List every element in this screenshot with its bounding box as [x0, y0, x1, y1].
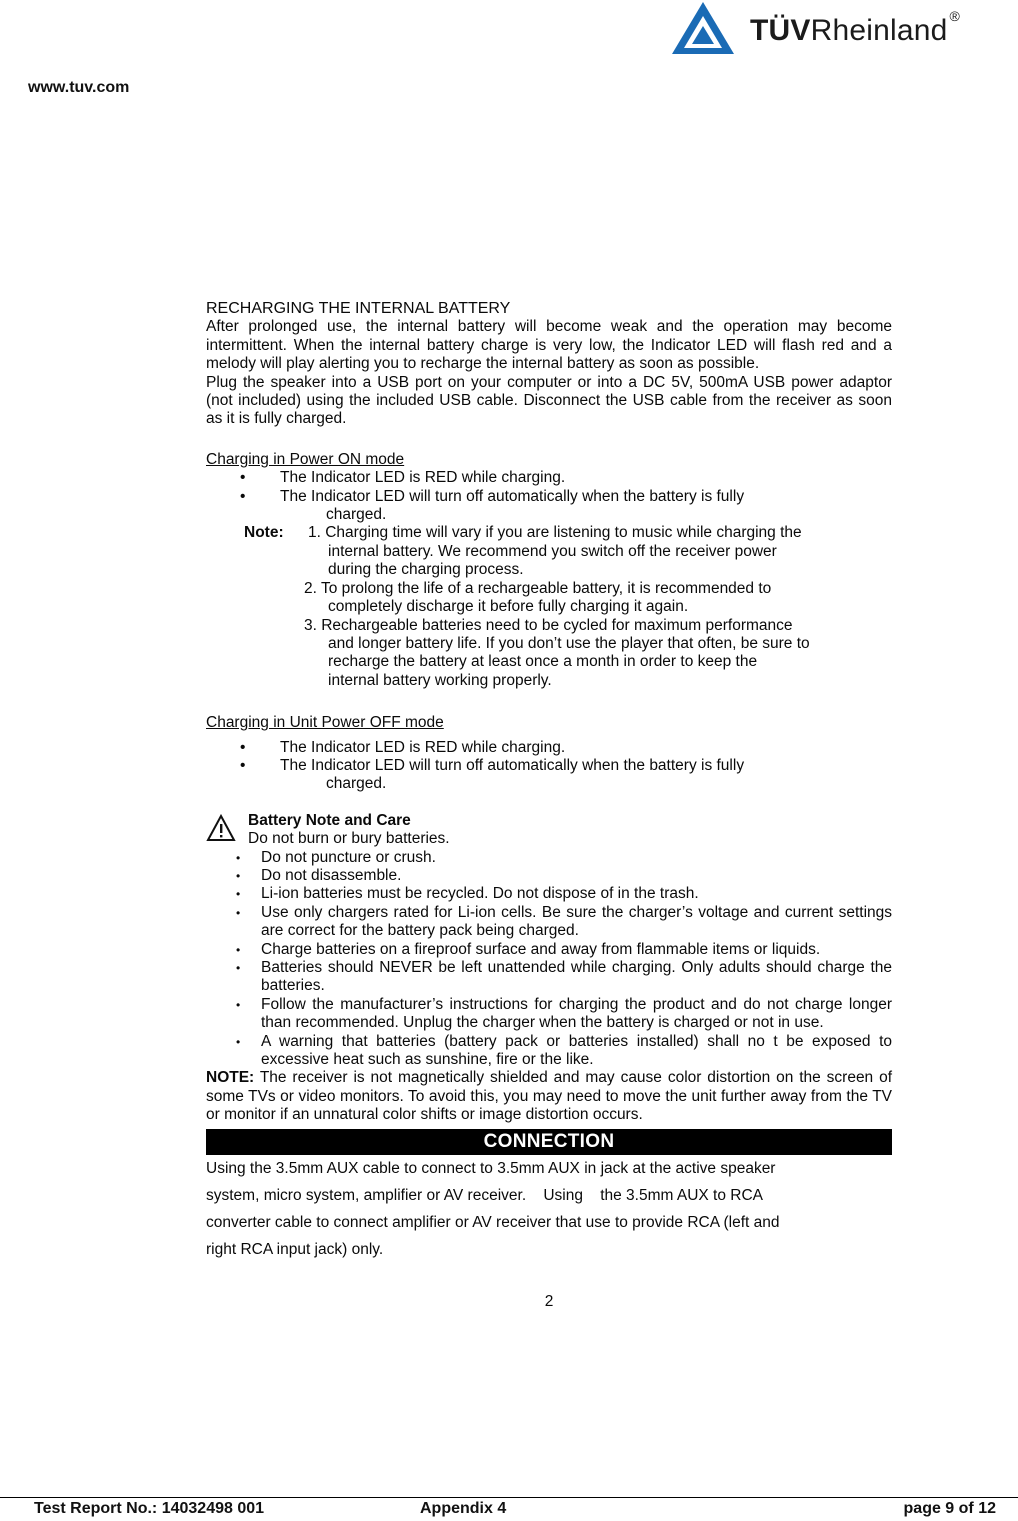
care-title: Battery Note and Care — [248, 811, 411, 829]
care-item: • Follow the manufacturer’s instructions for charging the product and do not charge longer than recommended. Unplug the charger when the battery is charged or not in use. — [236, 995, 892, 1032]
footer-divider — [0, 1497, 1018, 1498]
note-3-cont: recharge the battery at least once a month in order to keep the — [328, 653, 758, 671]
off-mode-bullet-cont: charged. — [326, 775, 387, 793]
on-mode-bullet: • The Indicator LED is RED while charging. — [240, 469, 566, 487]
connection-text — [206, 1155, 892, 1263]
note-paragraph: NOTE: The receiver is not magnetically shielded and may cause color distortion on the screen of some TVs or video monitors. To avoid this, you may need to move the unit further away from the TV or monitor if an unnatural color shifts or image distortion occurs. — [206, 1069, 892, 1124]
footer-appendix: Appendix 4 — [420, 1500, 507, 1517]
care-item: • Do not disassemble. — [236, 866, 402, 884]
note-2-cont: completely discharge it before fully charging it again. — [328, 598, 689, 616]
note-1-cont: during the charging process. — [328, 561, 524, 579]
note-1-cont: internal battery. We recommend you switch off the receiver power — [328, 542, 777, 560]
on-mode-bullet-cont: charged. — [326, 506, 387, 524]
care-item: • Do not puncture or crush. — [236, 848, 436, 866]
header-url: www.tuv.com — [28, 79, 130, 96]
note-3: 3. Rechargeable batteries need to be cycled for maximum performance — [304, 616, 793, 634]
tuv-triangle-icon — [668, 0, 738, 56]
care-item: • A warning that batteries (battery pack or batteries installed) shall no t be exposed to excessive heat such as sunshine, fire or the like. — [236, 1032, 892, 1069]
off-mode-bullet: • The Indicator LED is RED while charging. — [240, 738, 566, 756]
connection-line: Using the 3.5mm AUX cable to connect to 3.5mm AUX in jack at the active speaker — [206, 1159, 776, 1177]
on-mode-heading: Charging in Power ON mode — [206, 450, 405, 468]
connection-header: CONNECTION — [206, 1129, 892, 1155]
connection-line: system, micro system, amplifier or AV receiver. Using the 3.5mm AUX to RCA — [206, 1186, 764, 1204]
note-2: 2. To prolong the life of a rechargeable battery, it is recommended to — [304, 579, 772, 597]
note-3-cont: internal battery working properly. — [328, 671, 552, 689]
footer-report-number: Test Report No.: 14032498 001 — [34, 1500, 265, 1517]
connection-line: converter cable to connect amplifier or AV receiver that use to provide RCA (left and — [206, 1213, 780, 1231]
battery-care-section — [206, 812, 892, 1070]
connection-line: right RCA input jack) only. — [206, 1240, 384, 1258]
tuv-rheinland-logo — [668, 0, 998, 56]
scanned-manual-page — [206, 300, 892, 1311]
care-item: • Batteries should NEVER be left unattended while charging. Only adults should charge the batteries. — [236, 959, 892, 995]
warning-icon — [206, 814, 236, 842]
logo-wordmark: TÜVRheinland ® — [750, 8, 961, 47]
footer-page: page 9 of 12 — [903, 1500, 996, 1517]
note-3-cont: and longer battery life. If you don’t use the player that often, be sure to — [328, 634, 810, 652]
note-1: Note: 1. Charging time will vary if you are listening to music while charging the — [244, 524, 802, 542]
off-mode-bullet: • The Indicator LED will turn off automatically when the battery is fully — [240, 756, 745, 774]
intro-paragraph-1: After prolonged use, the internal battery will become weak and the operation may become intermittent. When the internal battery charge is very low, the Indicator LED will flash red and a melody will play alerting you to recharge the internal battery as soon as possible. — [206, 318, 892, 373]
care-item: • Use only chargers rated for Li-ion cells. Be sure the charger’s voltage and current settings are correct for the battery pack being charged. — [236, 903, 892, 940]
off-mode-heading: Charging in Unit Power OFF mode — [206, 714, 444, 732]
care-first-line: Do not burn or bury batteries. — [248, 830, 450, 848]
on-mode-bullet: • The Indicator LED will turn off automatically when the battery is fully — [240, 487, 745, 505]
care-item: • Charge batteries on a fireproof surface and away from flammable items or liquids. — [236, 940, 821, 958]
manual-page-number: 2 — [544, 1292, 554, 1310]
care-item: • Li-ion batteries must be recycled. Do not dispose of in the trash. — [236, 885, 699, 903]
section-title: RECHARGING THE INTERNAL BATTERY — [206, 300, 511, 317]
intro-paragraph-2: Plug the speaker into a USB port on your computer or into a DC 5V, 500mA USB power adaptor (not included) using the included USB cable. Disconnect the USB cable from the receiver as soon as it is fully charged. — [206, 373, 892, 428]
